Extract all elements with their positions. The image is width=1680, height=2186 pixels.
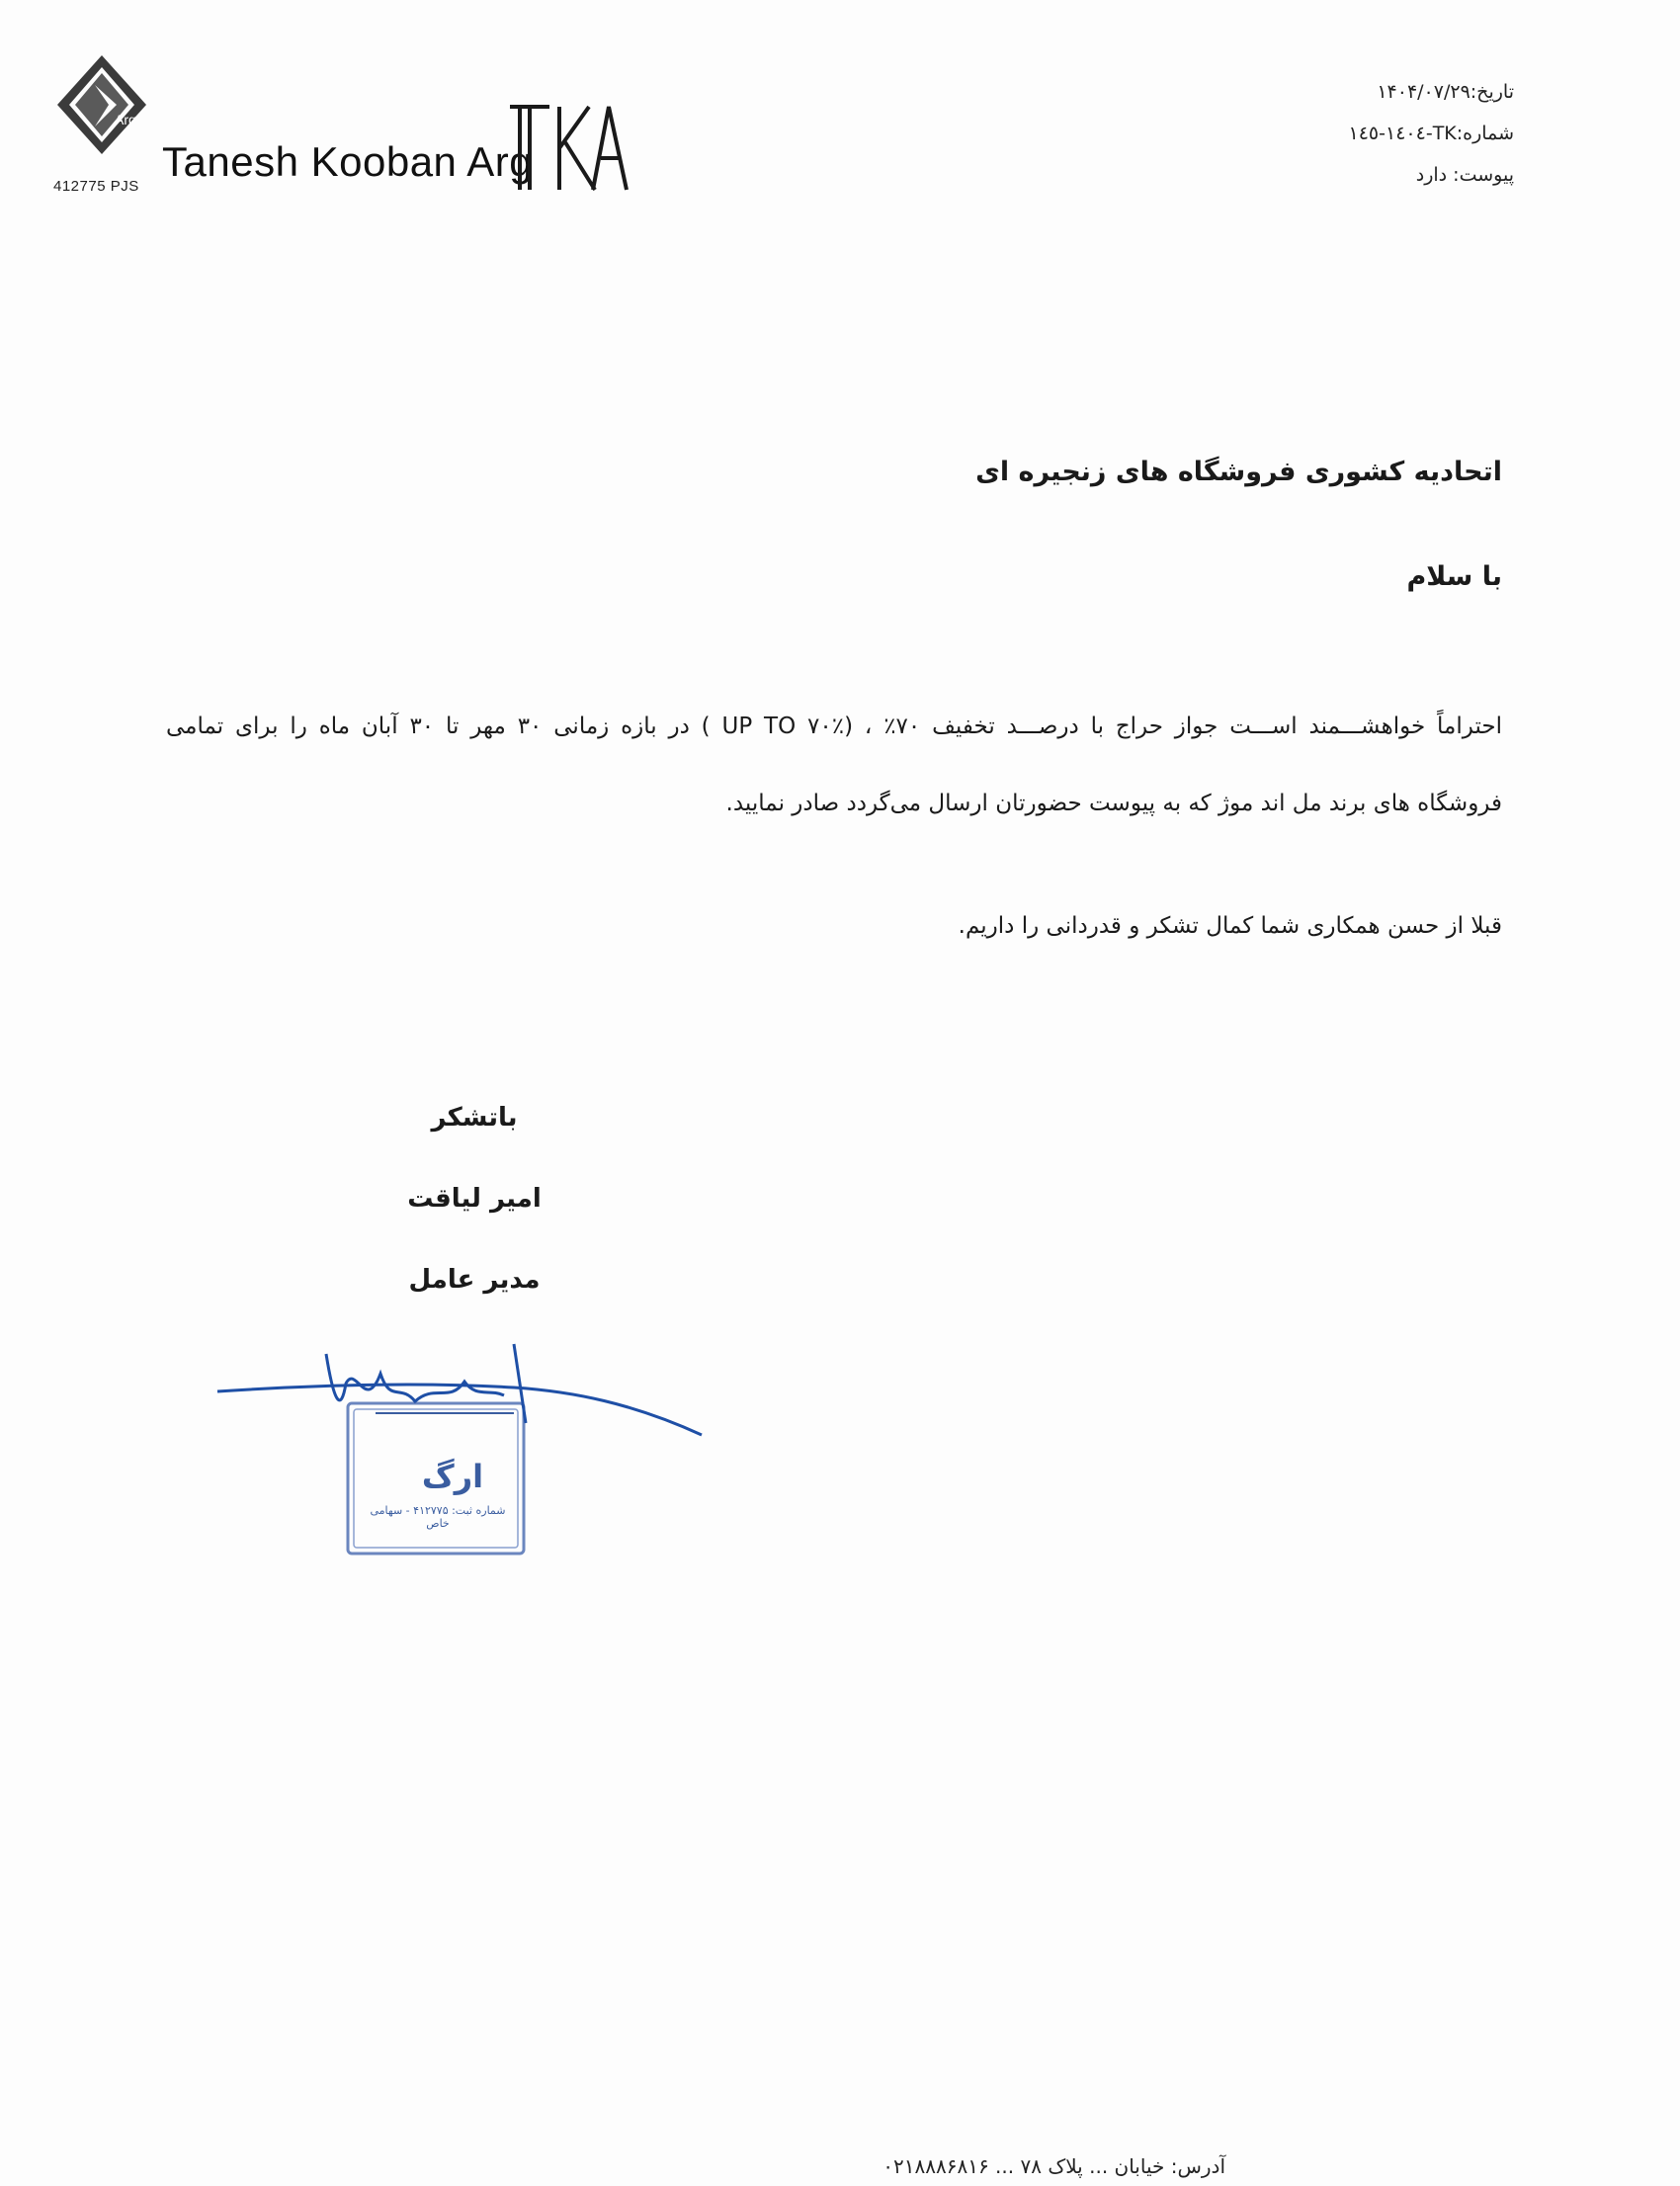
body-paragraph-1: احتراماً خواهشـــمند اســـت جواز حراج با درصـــد تخفیف ۷۰٪ ، (٪۷۰ UP TO ) در بازه زمانی ۳۰ مهر تا ۳۰ آبان ماه را برای تمامی (166, 714, 1502, 739)
greeting-line: با سلام (1406, 561, 1502, 592)
stamp-company-text: ارگ (421, 1458, 484, 1495)
logo-lettering: Arg (115, 112, 136, 127)
footer-address: آدرس: خیابان ... پلاک ۷۸ ... ۰۲۱۸۸۸۶۸۱۶ (882, 2154, 1225, 2178)
body-paragraph-2: فروشگاه های برند مل اند موژ که به پیوست حضورتان ارسال می‌گردد صادر نمایید. (725, 791, 1502, 816)
company-logo-icon (57, 55, 146, 164)
recipient-line: اتحادیه کشوری فروشگاه های زنجیره ای (975, 457, 1502, 487)
body-paragraph-3: قبلا از حسن همکاری شما کمال تشکر و قدردانی را داریم. (958, 913, 1502, 939)
signatory-title: مدیر عامل (408, 1265, 541, 1295)
closing-line: باتشکر (431, 1103, 518, 1133)
registration-code: 412775 PJS (53, 178, 139, 195)
signatory-name: امیر لیاقت (407, 1184, 542, 1214)
stamp-registration-text: شماره ثبت: ۴۱۲۷۷۵ - سهامی خاص (370, 1504, 506, 1530)
letter-number: شماره:TK-١٤٠٤-١٤٥ (1348, 123, 1514, 144)
letter-date: تاریخ:۱۴۰۴/۰۷/۲۹ (1377, 81, 1514, 103)
company-name: Tanesh Kooban Arg (162, 138, 534, 185)
tka-brand-mark-icon (506, 99, 632, 194)
letter-attachment: پیوست: دارد (1415, 164, 1514, 186)
